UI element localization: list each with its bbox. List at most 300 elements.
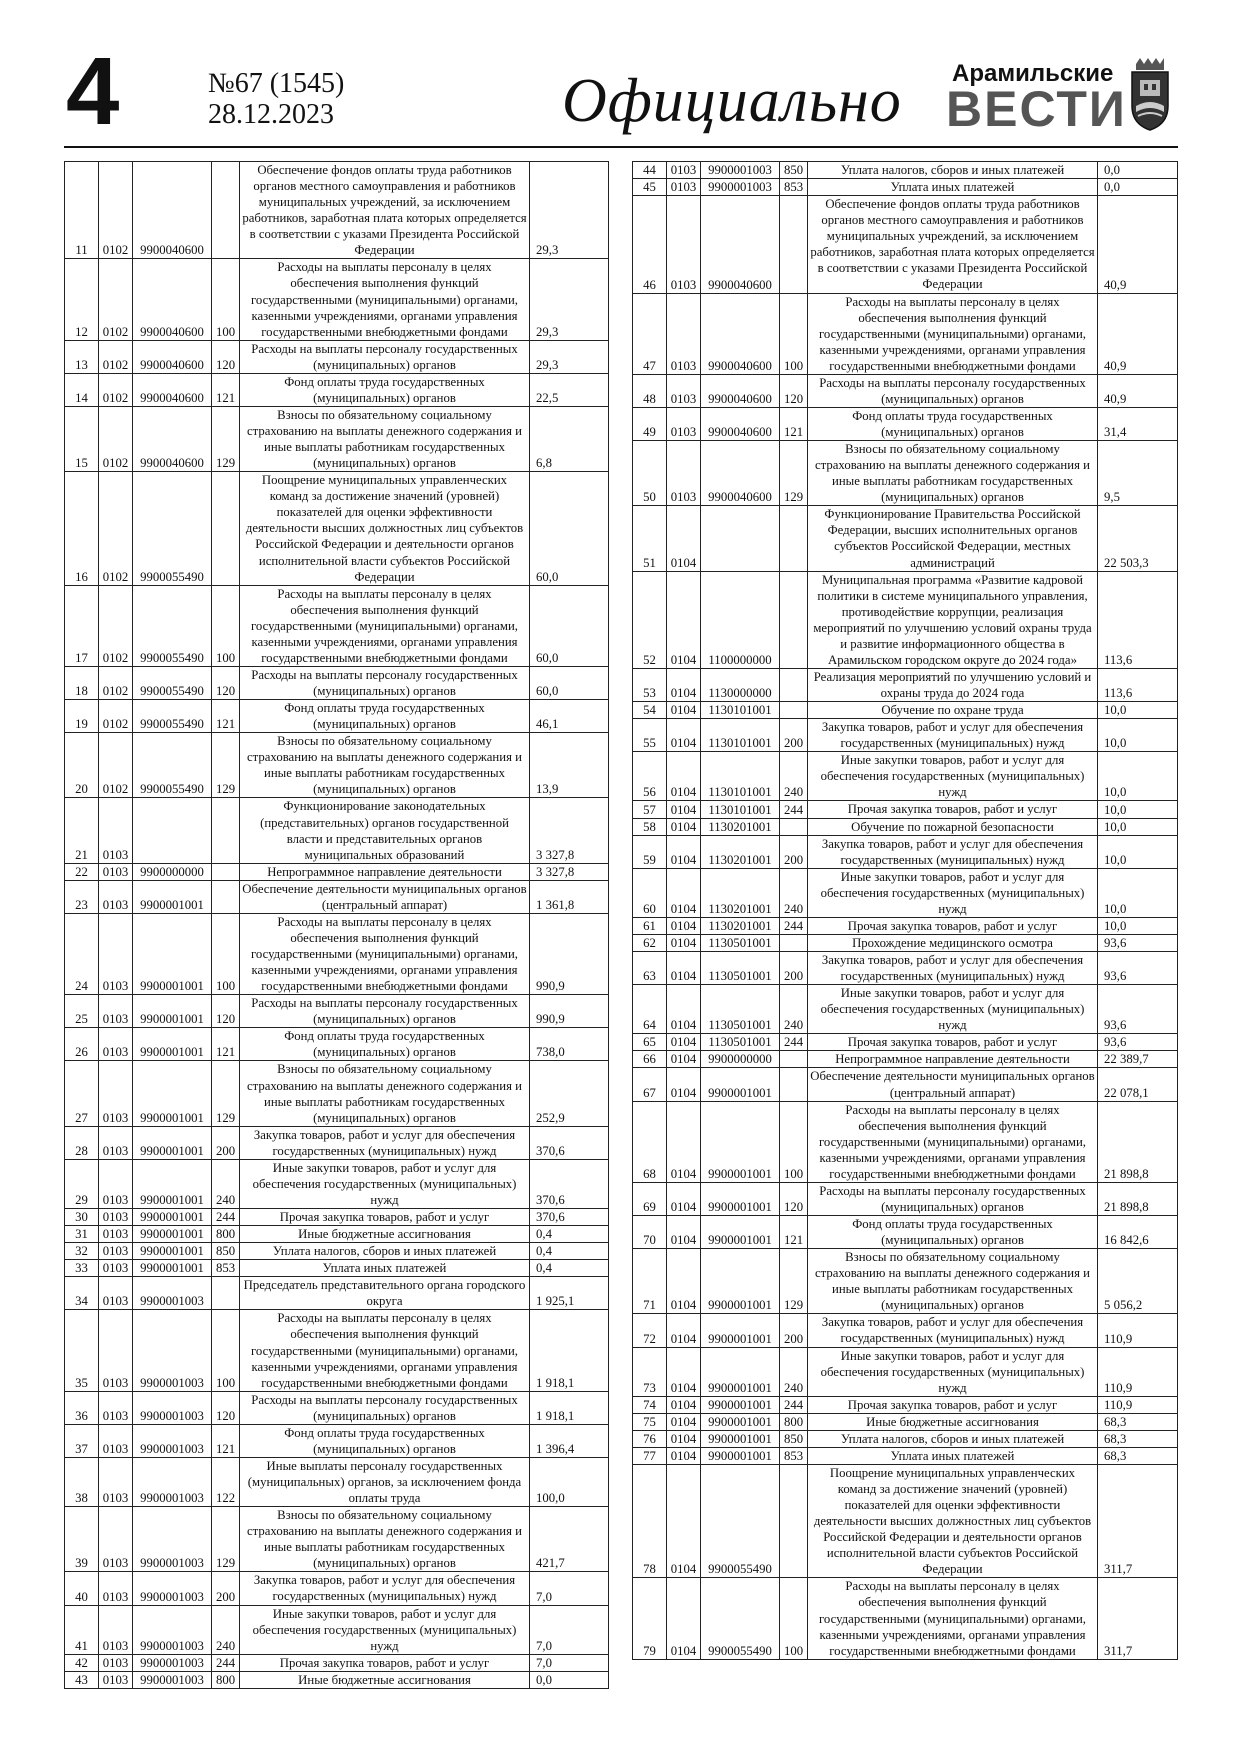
row-number-cell: 30	[65, 1209, 99, 1226]
section-code-cell: 0102	[99, 406, 133, 471]
expense-type-code-cell	[780, 702, 808, 719]
expense-type-code-cell: 240	[212, 1605, 240, 1654]
target-article-code-cell: 9900001001	[701, 1182, 780, 1215]
description-cell: Закупка товаров, работ и услуг для обеспечения государственных (муниципальных) нужд	[808, 952, 1098, 985]
section-code-cell: 0103	[99, 1243, 133, 1260]
description-cell: Иные закупки товаров, работ и услуг для обеспечения государственных (муниципальных) нужд	[808, 1347, 1098, 1396]
description-cell: Прочая закупка товаров, работ и услуг	[808, 1034, 1098, 1051]
table-row	[633, 1413, 1178, 1430]
description-cell: Взносы по обязательному социальному страхованию на выплаты денежного содержания и иные выплаты работникам государственных (муниципальных) органов	[808, 441, 1098, 506]
table-row	[633, 1464, 1178, 1577]
amount-cell: 1 918,1	[530, 1310, 609, 1391]
row-number-cell: 63	[633, 952, 667, 985]
table-row	[633, 162, 1178, 179]
description-cell: Уплата налогов, сборов и иных платежей	[808, 162, 1098, 179]
amount-cell: 0,0	[1098, 179, 1178, 196]
description-cell: Прочая закупка товаров, работ и услуг	[808, 1396, 1098, 1413]
table-row	[633, 196, 1178, 293]
row-number-cell: 41	[65, 1605, 99, 1654]
amount-cell: 10,0	[1098, 801, 1178, 818]
expense-type-code-cell	[212, 1277, 240, 1310]
table-row	[633, 934, 1178, 951]
section-code-cell: 0103	[99, 1028, 133, 1061]
amount-cell: 252,9	[530, 1061, 609, 1126]
description-cell: Расходы на выплаты персоналу государственных (муниципальных) органов	[240, 340, 530, 373]
expense-type-code-cell: 100	[212, 259, 240, 340]
description-cell: Иные закупки товаров, работ и услуг для обеспечения государственных (муниципальных) нужд	[240, 1159, 530, 1208]
target-article-code-cell: 9900001003	[133, 1310, 212, 1391]
description-cell: Функционирование законодательных (представительных) органов государственной власти и представительных органов муниципальных образований	[240, 798, 530, 863]
target-article-code-cell: 1130000000	[701, 668, 780, 701]
row-number-cell: 29	[65, 1159, 99, 1208]
amount-cell: 68,3	[1098, 1430, 1178, 1447]
amount-cell: 68,3	[1098, 1447, 1178, 1464]
issue-date: 28.12.2023	[208, 99, 334, 130]
target-article-code-cell: 9900055490	[133, 700, 212, 733]
expense-type-code-cell: 100	[780, 293, 808, 374]
target-article-code-cell: 9900040600	[701, 407, 780, 440]
section-code-cell: 0104	[667, 752, 701, 801]
amount-cell: 370,6	[530, 1159, 609, 1208]
section-code-cell: 0104	[667, 1430, 701, 1447]
target-article-code-cell: 9900040600	[701, 293, 780, 374]
amount-cell: 738,0	[530, 1028, 609, 1061]
amount-cell: 7,0	[530, 1572, 609, 1605]
table-row	[65, 1654, 609, 1671]
section-code-cell: 0104	[667, 934, 701, 951]
target-article-code-cell: 9900001001	[133, 1260, 212, 1277]
expense-type-code-cell: 100	[212, 1310, 240, 1391]
table-row	[65, 1277, 609, 1310]
table-row	[633, 571, 1178, 668]
section-title: Официально	[562, 67, 902, 135]
row-number-cell: 25	[65, 995, 99, 1028]
header-divider	[64, 146, 1178, 148]
target-article-code-cell: 9900001001	[701, 1068, 780, 1101]
row-number-cell: 61	[633, 917, 667, 934]
expense-type-code-cell: 120	[212, 1391, 240, 1424]
target-article-code-cell: 9900040600	[701, 196, 780, 293]
row-number-cell: 26	[65, 1028, 99, 1061]
description-cell: Непрограммное направление деятельности	[808, 1051, 1098, 1068]
table-row	[633, 1101, 1178, 1182]
newspaper-name-main: ВЕСТИ	[946, 81, 1127, 137]
table-row	[633, 985, 1178, 1034]
amount-cell: 990,9	[530, 995, 609, 1028]
table-row	[633, 1347, 1178, 1396]
description-cell: Закупка товаров, работ и услуг для обеспечения государственных (муниципальных) нужд	[240, 1572, 530, 1605]
section-code-cell: 0103	[99, 1457, 133, 1506]
row-number-cell: 45	[633, 179, 667, 196]
amount-cell: 5 056,2	[1098, 1249, 1178, 1314]
table-row	[65, 373, 609, 406]
description-cell: Иные закупки товаров, работ и услуг для обеспечения государственных (муниципальных) нужд	[240, 1605, 530, 1654]
expense-type-code-cell: 244	[780, 801, 808, 818]
expense-type-code-cell	[780, 1068, 808, 1101]
expense-type-code-cell	[780, 571, 808, 668]
row-number-cell: 14	[65, 373, 99, 406]
expense-type-code-cell: 800	[212, 1226, 240, 1243]
section-code-cell: 0104	[667, 1347, 701, 1396]
expense-type-code-cell: 853	[212, 1260, 240, 1277]
table-row	[633, 868, 1178, 917]
amount-cell: 93,6	[1098, 952, 1178, 985]
budget-table-right	[632, 161, 1178, 1660]
description-cell: Расходы на выплаты персоналу государственных (муниципальных) органов	[240, 995, 530, 1028]
amount-cell: 3 327,8	[530, 798, 609, 863]
amount-cell: 29,3	[530, 259, 609, 340]
amount-cell: 22 389,7	[1098, 1051, 1178, 1068]
expense-type-code-cell	[212, 863, 240, 880]
expense-type-code-cell: 240	[212, 1159, 240, 1208]
target-article-code-cell: 9900001003	[133, 1507, 212, 1572]
amount-cell: 110,9	[1098, 1396, 1178, 1413]
row-number-cell: 47	[633, 293, 667, 374]
target-article-code-cell: 9900001001	[133, 1028, 212, 1061]
amount-cell: 40,9	[1098, 374, 1178, 407]
section-code-cell: 0104	[667, 719, 701, 752]
target-article-code-cell: 1100000000	[701, 571, 780, 668]
table-row	[65, 585, 609, 666]
section-code-cell: 0104	[667, 917, 701, 934]
amount-cell: 40,9	[1098, 196, 1178, 293]
amount-cell: 0,4	[530, 1226, 609, 1243]
expense-type-code-cell	[212, 880, 240, 913]
expense-type-code-cell: 200	[780, 835, 808, 868]
expense-type-code-cell	[780, 1464, 808, 1577]
row-number-cell: 51	[633, 506, 667, 571]
description-cell: Обеспечение деятельности муниципальных органов (центральный аппарат)	[240, 880, 530, 913]
row-number-cell: 42	[65, 1654, 99, 1671]
section-code-cell: 0103	[99, 1391, 133, 1424]
description-cell: Взносы по обязательному социальному страхованию на выплаты денежного содержания и иные выплаты работникам государственных (муниципальных) органов	[240, 733, 530, 798]
amount-cell: 60,0	[530, 472, 609, 585]
expense-type-code-cell: 121	[780, 1216, 808, 1249]
section-code-cell: 0104	[667, 1051, 701, 1068]
budget-table-right-body	[633, 162, 1178, 1660]
description-cell: Поощрение муниципальных управленческих команд за достижение значений (уровней) показателей для оценки эффективности деятельности высших должностных лиц субъектов Российской Федерации и деятельности органов исполнительной власти субъектов Российской Федерации	[240, 472, 530, 585]
row-number-cell: 38	[65, 1457, 99, 1506]
row-number-cell: 67	[633, 1068, 667, 1101]
row-number-cell: 24	[65, 913, 99, 994]
description-cell: Закупка товаров, работ и услуг для обеспечения государственных (муниципальных) нужд	[240, 1126, 530, 1159]
target-article-code-cell: 9900001001	[133, 1243, 212, 1260]
row-number-cell: 58	[633, 818, 667, 835]
amount-cell: 60,0	[530, 585, 609, 666]
expense-type-code-cell: 100	[212, 913, 240, 994]
section-code-cell: 0103	[667, 196, 701, 293]
target-article-code-cell: 9900040600	[133, 406, 212, 471]
description-cell: Иные выплаты персоналу государственных (муниципальных) органов, за исключением фонда оплаты труда	[240, 1457, 530, 1506]
target-article-code-cell: 9900001001	[133, 1159, 212, 1208]
amount-cell: 1 396,4	[530, 1424, 609, 1457]
target-article-code-cell: 9900000000	[133, 863, 212, 880]
expense-type-code-cell: 120	[780, 1182, 808, 1215]
target-article-code-cell: 9900055490	[133, 666, 212, 699]
expense-type-code-cell: 120	[212, 666, 240, 699]
row-number-cell: 18	[65, 666, 99, 699]
section-code-cell: 0103	[99, 1260, 133, 1277]
amount-cell: 21 898,8	[1098, 1182, 1178, 1215]
target-article-code-cell: 1130501001	[701, 952, 780, 985]
section-code-cell: 0103	[99, 1310, 133, 1391]
table-row	[633, 1182, 1178, 1215]
target-article-code-cell: 9900001001	[701, 1216, 780, 1249]
row-number-cell: 35	[65, 1310, 99, 1391]
description-cell: Иные закупки товаров, работ и услуг для обеспечения государственных (муниципальных) нужд	[808, 868, 1098, 917]
amount-cell: 311,7	[1098, 1464, 1178, 1577]
row-number-cell: 59	[633, 835, 667, 868]
table-row	[65, 1126, 609, 1159]
table-row	[633, 752, 1178, 801]
amount-cell: 990,9	[530, 913, 609, 994]
table-row	[65, 1209, 609, 1226]
section-code-cell: 0103	[99, 1671, 133, 1688]
description-cell: Взносы по обязательному социальному страхованию на выплаты денежного содержания и иные выплаты работникам государственных (муниципальных) органов	[808, 1249, 1098, 1314]
row-number-cell: 66	[633, 1051, 667, 1068]
row-number-cell: 71	[633, 1249, 667, 1314]
expense-type-code-cell: 129	[780, 1249, 808, 1314]
section-code-cell: 0103	[667, 293, 701, 374]
amount-cell: 22 078,1	[1098, 1068, 1178, 1101]
row-number-cell: 21	[65, 798, 99, 863]
target-article-code-cell: 1130101001	[701, 719, 780, 752]
budget-table-left	[64, 161, 609, 1689]
expense-type-code-cell	[780, 668, 808, 701]
section-code-cell: 0103	[99, 1424, 133, 1457]
section-code-cell: 0103	[99, 1654, 133, 1671]
amount-cell: 93,6	[1098, 1034, 1178, 1051]
expense-type-code-cell: 200	[212, 1126, 240, 1159]
section-code-cell: 0104	[667, 1314, 701, 1347]
target-article-code-cell: 9900055490	[133, 585, 212, 666]
row-number-cell: 60	[633, 868, 667, 917]
description-cell: Расходы на выплаты персоналу в целях обеспечения выполнения функций государственными (муниципальными) органами, казенными учреждениями, органами управления государственными внебюджетными фондами	[808, 293, 1098, 374]
description-cell: Уплата иных платежей	[808, 1447, 1098, 1464]
expense-type-code-cell: 850	[780, 1430, 808, 1447]
description-cell: Расходы на выплаты персоналу государственных (муниципальных) органов	[808, 374, 1098, 407]
table-row	[633, 702, 1178, 719]
target-article-code-cell: 9900001003	[133, 1424, 212, 1457]
amount-cell: 100,0	[530, 1457, 609, 1506]
expense-type-code-cell	[780, 934, 808, 951]
target-article-code-cell: 9900001001	[133, 1226, 212, 1243]
table-row	[65, 259, 609, 340]
description-cell: Фонд оплаты труда государственных (муниципальных) органов	[240, 373, 530, 406]
section-code-cell: 0104	[667, 1249, 701, 1314]
table-row	[65, 1061, 609, 1126]
description-cell: Фонд оплаты труда государственных (муниципальных) органов	[240, 1424, 530, 1457]
row-number-cell: 44	[633, 162, 667, 179]
expense-type-code-cell: 244	[780, 917, 808, 934]
description-cell: Взносы по обязательному социальному страхованию на выплаты денежного содержания и иные выплаты работникам государственных (муниципальных) органов	[240, 1061, 530, 1126]
expense-type-code-cell: 120	[212, 340, 240, 373]
target-article-code-cell: 9900040600	[701, 374, 780, 407]
table-row	[65, 1028, 609, 1061]
section-code-cell: 0103	[99, 995, 133, 1028]
description-cell: Функционирование Правительства Российской Федерации, высших исполнительных органов субъектов Российской Федерации, местных администраций	[808, 506, 1098, 571]
expense-type-code-cell: 853	[780, 1447, 808, 1464]
row-number-cell: 19	[65, 700, 99, 733]
section-code-cell: 0104	[667, 1447, 701, 1464]
section-code-cell: 0103	[99, 863, 133, 880]
description-cell: Непрограммное направление деятельности	[240, 863, 530, 880]
description-cell: Иные бюджетные ассигнования	[240, 1226, 530, 1243]
row-number-cell: 79	[633, 1578, 667, 1659]
section-code-cell: 0103	[99, 1572, 133, 1605]
table-row	[65, 913, 609, 994]
expense-type-code-cell: 200	[780, 1314, 808, 1347]
row-number-cell: 55	[633, 719, 667, 752]
amount-cell: 40,9	[1098, 293, 1178, 374]
target-article-code-cell: 1130101001	[701, 752, 780, 801]
row-number-cell: 65	[633, 1034, 667, 1051]
table-row	[633, 835, 1178, 868]
description-cell: Прочая закупка товаров, работ и услуг	[240, 1209, 530, 1226]
table-row	[633, 441, 1178, 506]
table-row	[633, 1396, 1178, 1413]
description-cell: Иные бюджетные ассигнования	[240, 1671, 530, 1688]
expense-type-code-cell: 122	[212, 1457, 240, 1506]
table-row	[65, 1260, 609, 1277]
row-number-cell: 69	[633, 1182, 667, 1215]
table-row	[65, 472, 609, 585]
section-code-cell: 0104	[667, 1068, 701, 1101]
expense-type-code-cell: 121	[212, 700, 240, 733]
amount-cell: 10,0	[1098, 818, 1178, 835]
amount-cell: 10,0	[1098, 752, 1178, 801]
expense-type-code-cell: 129	[212, 1507, 240, 1572]
target-article-code-cell: 9900001001	[701, 1314, 780, 1347]
amount-cell: 110,9	[1098, 1347, 1178, 1396]
target-article-code-cell: 9900001003	[133, 1277, 212, 1310]
row-number-cell: 48	[633, 374, 667, 407]
section-code-cell: 0102	[99, 373, 133, 406]
table-row	[65, 1671, 609, 1688]
row-number-cell: 68	[633, 1101, 667, 1182]
table-row	[633, 952, 1178, 985]
amount-cell: 113,6	[1098, 668, 1178, 701]
row-number-cell: 32	[65, 1243, 99, 1260]
section-code-cell: 0102	[99, 585, 133, 666]
section-code-cell: 0103	[667, 374, 701, 407]
target-article-code-cell: 1130501001	[701, 985, 780, 1034]
table-row	[633, 1314, 1178, 1347]
expense-type-code-cell: 853	[780, 179, 808, 196]
target-article-code-cell: 1130201001	[701, 917, 780, 934]
section-code-cell: 0104	[667, 506, 701, 571]
table-row	[633, 1578, 1178, 1659]
target-article-code-cell: 9900001003	[133, 1572, 212, 1605]
section-code-cell: 0103	[99, 1126, 133, 1159]
section-code-cell: 0104	[667, 1216, 701, 1249]
target-article-code-cell: 9900001001	[701, 1347, 780, 1396]
description-cell: Фонд оплаты труда государственных (муниципальных) органов	[240, 700, 530, 733]
target-article-code-cell: 9900001003	[701, 179, 780, 196]
expense-type-code-cell: 240	[780, 868, 808, 917]
row-number-cell: 78	[633, 1464, 667, 1577]
target-article-code-cell: 9900040600	[133, 162, 212, 259]
expense-type-code-cell: 100	[780, 1101, 808, 1182]
row-number-cell: 43	[65, 1671, 99, 1688]
section-code-cell: 0104	[667, 1182, 701, 1215]
target-article-code-cell: 9900001001	[133, 1209, 212, 1226]
description-cell: Расходы на выплаты персоналу государственных (муниципальных) органов	[240, 666, 530, 699]
description-cell: Расходы на выплаты персоналу в целях обеспечения выполнения функций государственными (муниципальными) органами, казенными учреждениями, органами управления государственными внебюджетными фондами	[240, 259, 530, 340]
target-article-code-cell: 9900001001	[133, 1126, 212, 1159]
description-cell: Уплата налогов, сборов и иных платежей	[240, 1243, 530, 1260]
amount-cell: 0,4	[530, 1243, 609, 1260]
target-article-code-cell: 1130501001	[701, 934, 780, 951]
section-code-cell: 0103	[667, 407, 701, 440]
table-row	[65, 1226, 609, 1243]
table-row	[65, 1572, 609, 1605]
table-row	[65, 733, 609, 798]
row-number-cell: 62	[633, 934, 667, 951]
table-row	[65, 1159, 609, 1208]
expense-type-code-cell: 121	[212, 1028, 240, 1061]
table-row	[65, 995, 609, 1028]
row-number-cell: 70	[633, 1216, 667, 1249]
section-code-cell: 0103	[667, 179, 701, 196]
row-number-cell: 50	[633, 441, 667, 506]
amount-cell: 22,5	[530, 373, 609, 406]
section-code-cell: 0102	[99, 472, 133, 585]
section-code-cell: 0104	[667, 818, 701, 835]
target-article-code-cell	[133, 798, 212, 863]
section-code-cell: 0103	[99, 913, 133, 994]
section-code-cell: 0104	[667, 1464, 701, 1577]
amount-cell: 1 925,1	[530, 1277, 609, 1310]
section-code-cell: 0103	[99, 1226, 133, 1243]
expense-type-code-cell	[212, 798, 240, 863]
expense-type-code-cell: 129	[212, 733, 240, 798]
amount-cell: 93,6	[1098, 934, 1178, 951]
expense-type-code-cell: 121	[780, 407, 808, 440]
target-article-code-cell: 1130101001	[701, 702, 780, 719]
description-cell: Расходы на выплаты персоналу в целях обеспечения выполнения функций государственными (муниципальными) органами, казенными учреждениями, органами управления государственными внебюджетными фондами	[808, 1101, 1098, 1182]
table-row	[65, 700, 609, 733]
expense-type-code-cell	[212, 472, 240, 585]
description-cell: Иные закупки товаров, работ и услуг для обеспечения государственных (муниципальных) нужд	[808, 752, 1098, 801]
description-cell: Прохождение медицинского осмотра	[808, 934, 1098, 951]
section-code-cell: 0103	[99, 1277, 133, 1310]
target-article-code-cell: 9900040600	[133, 340, 212, 373]
section-code-cell: 0104	[667, 571, 701, 668]
amount-cell: 21 898,8	[1098, 1101, 1178, 1182]
target-article-code-cell: 9900001003	[133, 1605, 212, 1654]
table-row	[633, 668, 1178, 701]
table-row	[633, 1051, 1178, 1068]
expense-type-code-cell: 200	[780, 952, 808, 985]
description-cell: Уплата налогов, сборов и иных платежей	[808, 1430, 1098, 1447]
amount-cell: 110,9	[1098, 1314, 1178, 1347]
description-cell: Поощрение муниципальных управленческих команд за достижение значений (уровней) показателей для оценки эффективности деятельности высших должностных лиц субъектов Российской Федерации и деятельности органов исполнительной власти субъектов Российской Федерации	[808, 1464, 1098, 1577]
row-number-cell: 12	[65, 259, 99, 340]
expense-type-code-cell: 850	[780, 162, 808, 179]
section-code-cell: 0102	[99, 666, 133, 699]
section-code-cell: 0102	[99, 700, 133, 733]
expense-type-code-cell	[212, 162, 240, 259]
description-cell: Прочая закупка товаров, работ и услуг	[808, 801, 1098, 818]
section-code-cell: 0104	[667, 1413, 701, 1430]
target-article-code-cell: 9900040600	[701, 441, 780, 506]
description-cell: Взносы по обязательному социальному страхованию на выплаты денежного содержания и иные выплаты работникам государственных (муниципальных) органов	[240, 1507, 530, 1572]
target-article-code-cell: 9900055490	[133, 733, 212, 798]
target-article-code-cell: 9900055490	[133, 472, 212, 585]
section-code-cell: 0104	[667, 868, 701, 917]
description-cell: Фонд оплаты труда государственных (муниципальных) органов	[808, 407, 1098, 440]
